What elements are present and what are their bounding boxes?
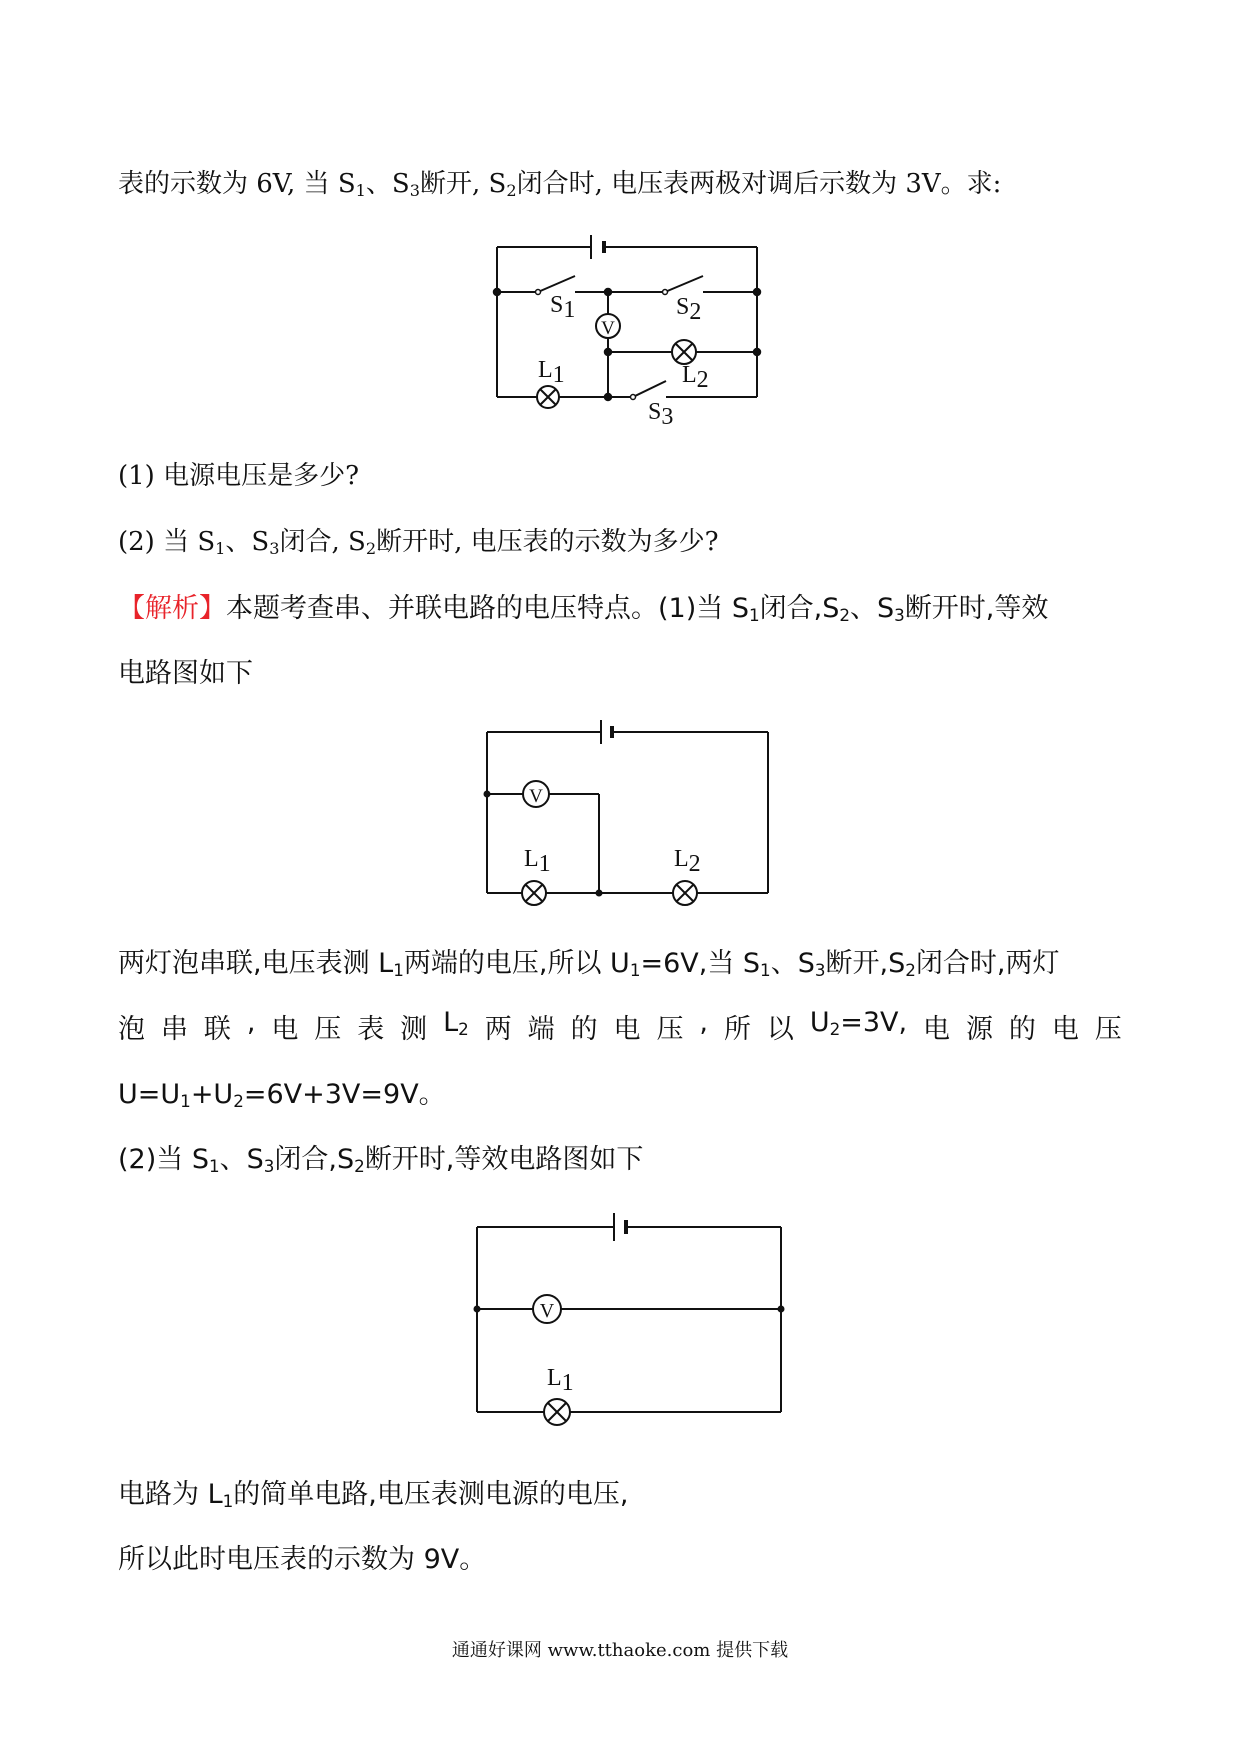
solution-para2-line-1: 两灯泡串联,电压表测 $L_1$两端的电压,所以 $U_1=6V$,当 $S_1$、$S_3$断开$,S_2$闭合时,两灯	[118, 948, 1060, 981]
solution-line-1: 【解析】本题考查串、并联电路的电压特点。(1)当 $S_1$闭合$,S_2$、$S_3$断开时,等效	[118, 593, 1049, 626]
conclusion-line-1: 电路为 $L_1$的简单电路,电压表测电源的电压,	[118, 1479, 629, 1512]
question-1: (1) 电源电压是多少?	[118, 461, 360, 491]
conclusion-line-2: 所以此时电压表的示数为 9V。	[118, 1544, 487, 1575]
label-l2: L2	[682, 362, 709, 393]
footer-source: 通通好课网 www.tthaoke.com 提供下载	[451, 1640, 789, 1661]
solution-part2-line: (2)当 $S_1$、$S_3$闭合$,S_2$断开时,等效电路图如下	[118, 1144, 644, 1177]
label-l1: L1	[547, 1365, 574, 1396]
label-s2: S2	[676, 294, 702, 325]
label-l2: L2	[674, 846, 701, 877]
solution-tag: 【解析】	[118, 593, 226, 624]
solution-para2-line-2: 泡 串 联 , 电 压 表 测 $L_2$ 两 端 的 电 压 , 所 以 $U_2=3V$, 电 源 的 电 压	[118, 1007, 1122, 1045]
solution-line-2: 电路图如下	[118, 658, 253, 689]
question-2: (2) 当 $S_1$、$S_3$闭合, $S_2$断开时, 电压表的示数为多少?	[118, 527, 719, 559]
solution-para2-line-3: $U=U_1+U_2=6V+3V=9V$。	[118, 1079, 446, 1112]
svg-text:V: V	[601, 318, 615, 339]
svg-text:V: V	[529, 786, 543, 807]
label-l1: L1	[538, 357, 565, 388]
problem-intro: 表的示数为 6V, 当 $S_1$、$S_3$断开, $S_2$闭合时, 电压表两极对调后示数为 3V。求:	[118, 169, 1002, 201]
label-s3: S3	[648, 399, 674, 430]
lamp-l1-icon	[544, 1399, 570, 1425]
label-l1: L1	[524, 846, 551, 877]
label-s1: S1	[550, 292, 576, 323]
voltmeter-icon	[533, 1295, 561, 1323]
svg-text:V: V	[539, 1300, 555, 1322]
